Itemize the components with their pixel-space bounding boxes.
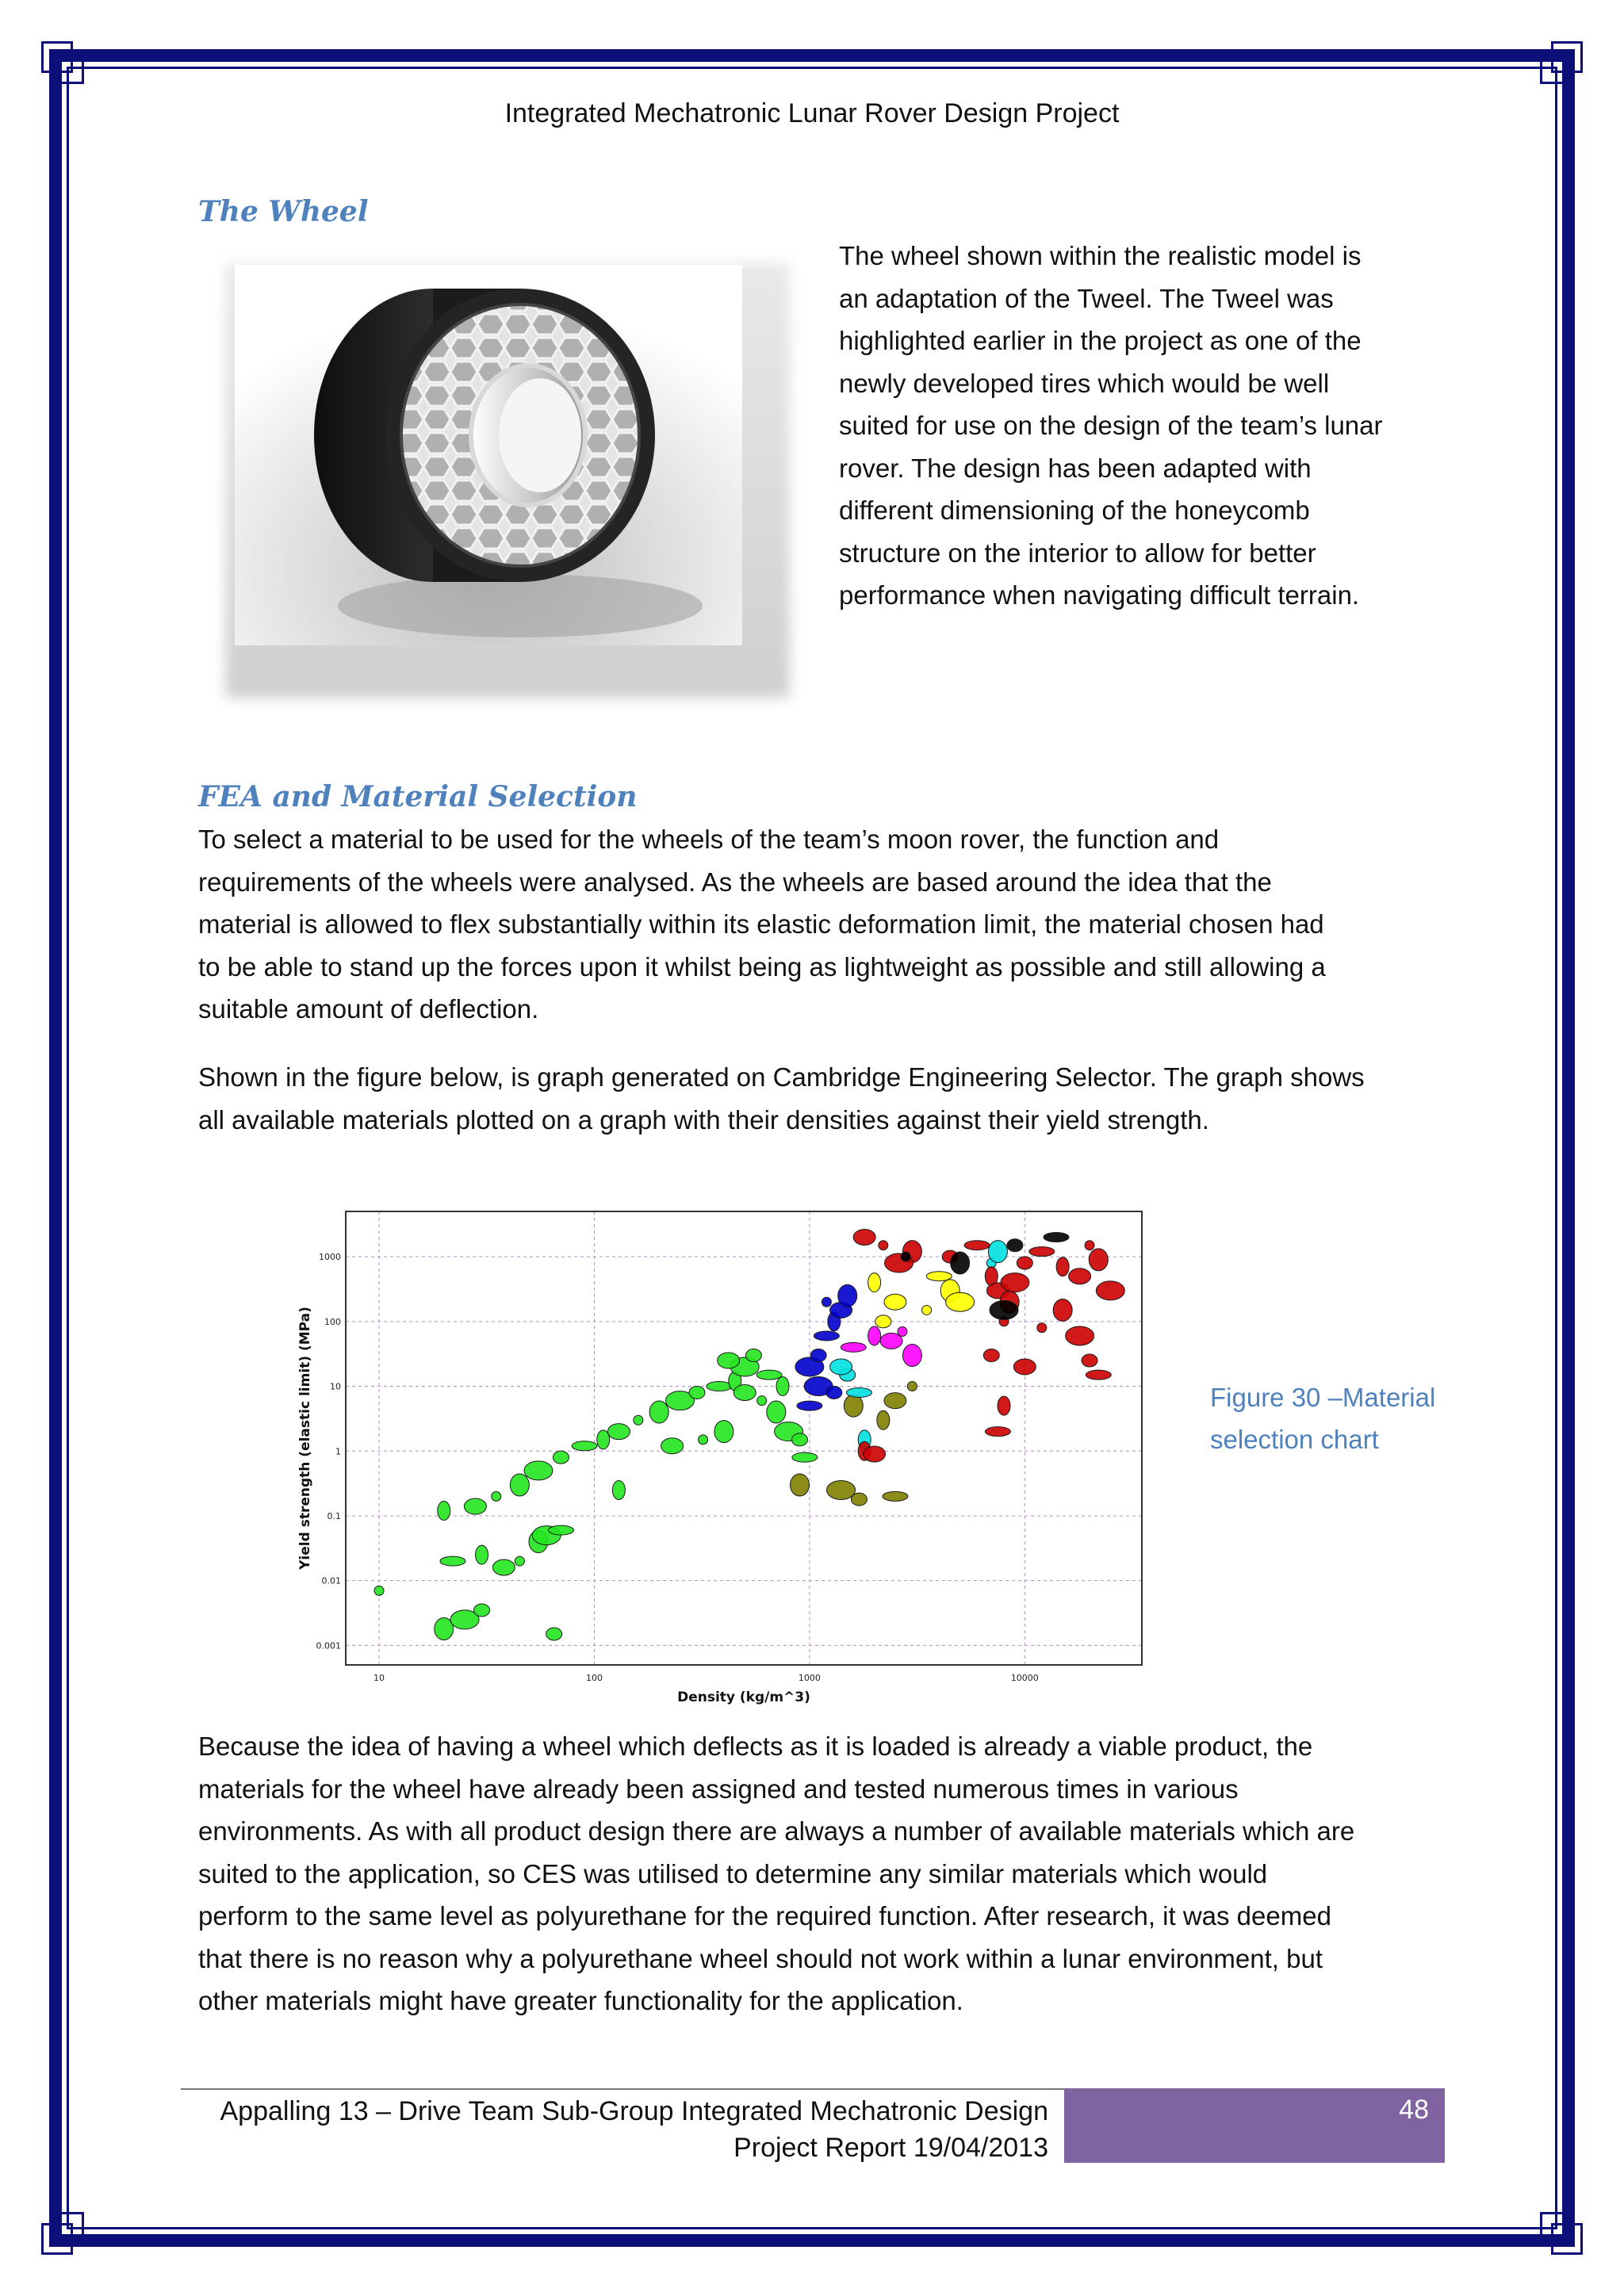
footer-line-2: Project Report 19/04/2013 (733, 2133, 1048, 2163)
chart-data-point (476, 1545, 488, 1564)
chart-data-point (883, 1491, 908, 1501)
chart-data-point (776, 1377, 789, 1396)
text-line: suited to the application, so CES was utilised to determine any similar materials which would (198, 1858, 1268, 1888)
chart-data-point (374, 1586, 384, 1595)
chart-data-point (907, 1382, 917, 1391)
chart-x-tick-label: 100 (585, 1673, 603, 1683)
text-line: performance when navigating difficult terrain. (839, 580, 1360, 610)
chart-data-point (864, 1446, 886, 1462)
chart-data-point (926, 1272, 952, 1281)
chart-x-label: Density (kg/m^3) (677, 1689, 810, 1705)
chart-data-point (1085, 1241, 1094, 1250)
chart-data-point (988, 1241, 1007, 1263)
chart-data-point (792, 1452, 818, 1462)
chart-y-label: Yield strength (elastic limit) (MPa) (297, 1307, 313, 1570)
page-number: 48 (1399, 2095, 1429, 2125)
chart-data-point (826, 1386, 842, 1399)
chart-data-point (718, 1353, 740, 1368)
chart-data-point (510, 1474, 529, 1496)
chart-data-point (634, 1415, 643, 1425)
chart-data-point (951, 1252, 970, 1274)
text-line: requirements of the wheels were analysed. As the wheels are based around the idea that the (198, 867, 1272, 897)
chart-x-tick-label: 10000 (1010, 1673, 1039, 1683)
chart-data-point (714, 1421, 733, 1443)
chart-y-tick-label: 1000 (319, 1252, 341, 1263)
footer-text (198, 2093, 1048, 2166)
chart-data-point (822, 1297, 831, 1307)
text-line: highlighted earlier in the project as one of the (839, 326, 1362, 355)
chart-data-point (438, 1502, 450, 1521)
chart-data-point (464, 1498, 486, 1514)
chart-data-point (797, 1401, 822, 1410)
text-line: suitable amount of deflection. (198, 994, 539, 1024)
chart-data-point (1089, 1249, 1108, 1271)
text-line: perform to the same level as polyurethane for the required function. After research, it was deemed (198, 1901, 1331, 1931)
chart-x-tick-label: 1000 (798, 1673, 821, 1683)
chart-data-point (879, 1241, 888, 1250)
chart-data-point (990, 1300, 1018, 1319)
chart-data-point (492, 1559, 515, 1575)
fea-paragraph-1 (198, 818, 1467, 1031)
chart-data-point (841, 1342, 866, 1352)
text-line: newly developed tires which would be well (839, 368, 1330, 398)
fea-paragraph-2 (198, 1056, 1467, 1141)
chart-data-point (853, 1230, 875, 1246)
chart-data-point (546, 1628, 562, 1640)
text-line: Shown in the figure below, is graph generated on Cambridge Engineering Selector. The graph shows (198, 1062, 1365, 1092)
chart-data-point (1053, 1299, 1072, 1321)
chart-data-point (868, 1326, 881, 1345)
chart-data-point (1044, 1233, 1069, 1242)
chart-data-point (756, 1370, 782, 1380)
chart-data-point (1066, 1326, 1094, 1345)
chart-data-point (877, 1410, 890, 1429)
chart-data-point (745, 1349, 761, 1362)
chart-data-point (810, 1349, 826, 1362)
chart-data-point (474, 1604, 490, 1617)
text-line: materials for the wheel have already been assigned and tested numerous times in various (198, 1774, 1239, 1804)
chart-data-point (983, 1349, 999, 1362)
chart-data-point (689, 1386, 705, 1399)
text-line: Because the idea of having a wheel which deflects as it is loaded is already a viable product, the (198, 1732, 1313, 1761)
chart-data-point (1029, 1247, 1055, 1257)
text-line: an adaptation of the Tweel. The Tweel was (839, 283, 1334, 313)
chart-data-point (814, 1331, 839, 1341)
material-selection-chart (290, 1202, 1178, 1709)
chart-data-point (1096, 1281, 1124, 1300)
chart-data-point (1007, 1239, 1023, 1252)
chart-data-point (946, 1292, 975, 1311)
chart-data-point (998, 1396, 1010, 1415)
text-line: suited for use on the design of the team’s lunar (839, 411, 1383, 440)
chart-data-point (827, 1480, 856, 1499)
corner-ornament (1537, 41, 1583, 87)
chart-svg (290, 1202, 1178, 1709)
text-line: environments. As with all product design there are always a number of available materials which are (198, 1816, 1355, 1846)
chart-data-point (607, 1424, 630, 1440)
text-line: To select a material to be used for the wheels of the team’s moon rover, the function and (198, 825, 1220, 854)
chart-data-point (733, 1384, 756, 1400)
chart-data-point (440, 1556, 465, 1566)
footer-line-1: Appalling 13 – Drive Team Sub-Group Integrated Mechatronic Design (220, 2096, 1048, 2126)
chart-data-point (548, 1525, 573, 1535)
chart-data-point (699, 1435, 708, 1445)
chart-data-point (767, 1401, 786, 1423)
corner-ornament (1537, 2209, 1583, 2255)
chart-y-tick-label: 1 (335, 1446, 341, 1457)
wheel-description (839, 235, 1442, 617)
chart-y-tick-label: 0.01 (321, 1575, 341, 1586)
chart-data-point (1056, 1257, 1069, 1276)
chart-data-point (884, 1393, 906, 1409)
caption-line: Figure 30 –Material (1210, 1383, 1436, 1412)
chart-data-point (1017, 1257, 1032, 1269)
section-heading-wheel: The Wheel (198, 195, 369, 228)
chart-data-point (524, 1461, 553, 1480)
tweel-wheel-image (235, 265, 742, 645)
chart-data-point (661, 1438, 684, 1454)
text-line: all available materials plotted on a graph with their densities against their yield strength. (198, 1104, 1209, 1135)
chart-data-point (1069, 1269, 1091, 1284)
text-line: other materials might have greater functionality for the application. (198, 1986, 963, 2015)
chart-data-point (851, 1493, 867, 1506)
corner-ornament (41, 2209, 87, 2255)
text-line: material is allowed to flex substantially within its elastic deformation limit, the material chosen had (198, 909, 1324, 939)
chart-y-tick-label: 100 (324, 1316, 341, 1327)
chart-data-point (830, 1359, 852, 1375)
chart-data-point (1013, 1359, 1036, 1375)
chart-data-point (901, 1252, 910, 1261)
chart-data-point (985, 1427, 1010, 1437)
figure-caption (1210, 1376, 1511, 1460)
chart-data-point (515, 1556, 524, 1566)
chart-data-point (875, 1315, 891, 1328)
text-line: rover. The design has been adapted with (839, 453, 1312, 483)
fea-paragraph-3 (198, 1725, 1499, 2022)
caption-line: selection chart (1210, 1425, 1379, 1454)
chart-data-point (902, 1345, 921, 1367)
chart-data-point (846, 1387, 871, 1397)
chart-data-point (553, 1451, 569, 1464)
chart-y-tick-label: 0.001 (316, 1640, 341, 1651)
chart-data-point (1082, 1354, 1097, 1367)
chart-data-point (868, 1273, 881, 1292)
chart-data-point (964, 1241, 990, 1250)
section-heading-fea: FEA and Material Selection (198, 780, 638, 813)
page-header-title: Integrated Mechatronic Lunar Rover Design Project (504, 98, 1120, 128)
corner-ornament (41, 41, 87, 87)
chart-data-point (1086, 1370, 1111, 1380)
chart-y-tick-label: 0.1 (327, 1510, 341, 1521)
text-line: to be able to stand up the forces upon it whilst being as lightweight as possible and still allowing a (198, 951, 1326, 982)
chart-data-point (649, 1401, 668, 1423)
text-line: structure on the interior to allow for better (839, 538, 1316, 568)
chart-data-point (572, 1441, 597, 1451)
chart-data-point (838, 1284, 857, 1307)
chart-data-point (884, 1294, 906, 1310)
wheel-image-frame (214, 252, 801, 704)
chart-data-point (1037, 1323, 1047, 1333)
chart-data-point (1001, 1273, 1029, 1292)
footer-page-box (1064, 2088, 1445, 2163)
chart-data-point (492, 1491, 501, 1501)
chart-y-tick-label: 10 (330, 1381, 341, 1392)
chart-data-point (707, 1382, 732, 1391)
chart-data-point (757, 1396, 767, 1406)
chart-data-point (612, 1480, 625, 1499)
text-line: The wheel shown within the realistic model is (839, 241, 1362, 270)
chart-data-point (791, 1433, 807, 1446)
text-line: that there is no reason why a polyurethane wheel should not work within a lunar environment, but (198, 1943, 1323, 1973)
chart-x-tick-label: 10 (373, 1673, 385, 1683)
text-line: different dimensioning of the honeycomb (839, 496, 1310, 525)
chart-data-point (790, 1474, 809, 1496)
chart-data-point (844, 1395, 863, 1417)
chart-data-point (898, 1326, 907, 1336)
chart-data-point (922, 1305, 932, 1314)
